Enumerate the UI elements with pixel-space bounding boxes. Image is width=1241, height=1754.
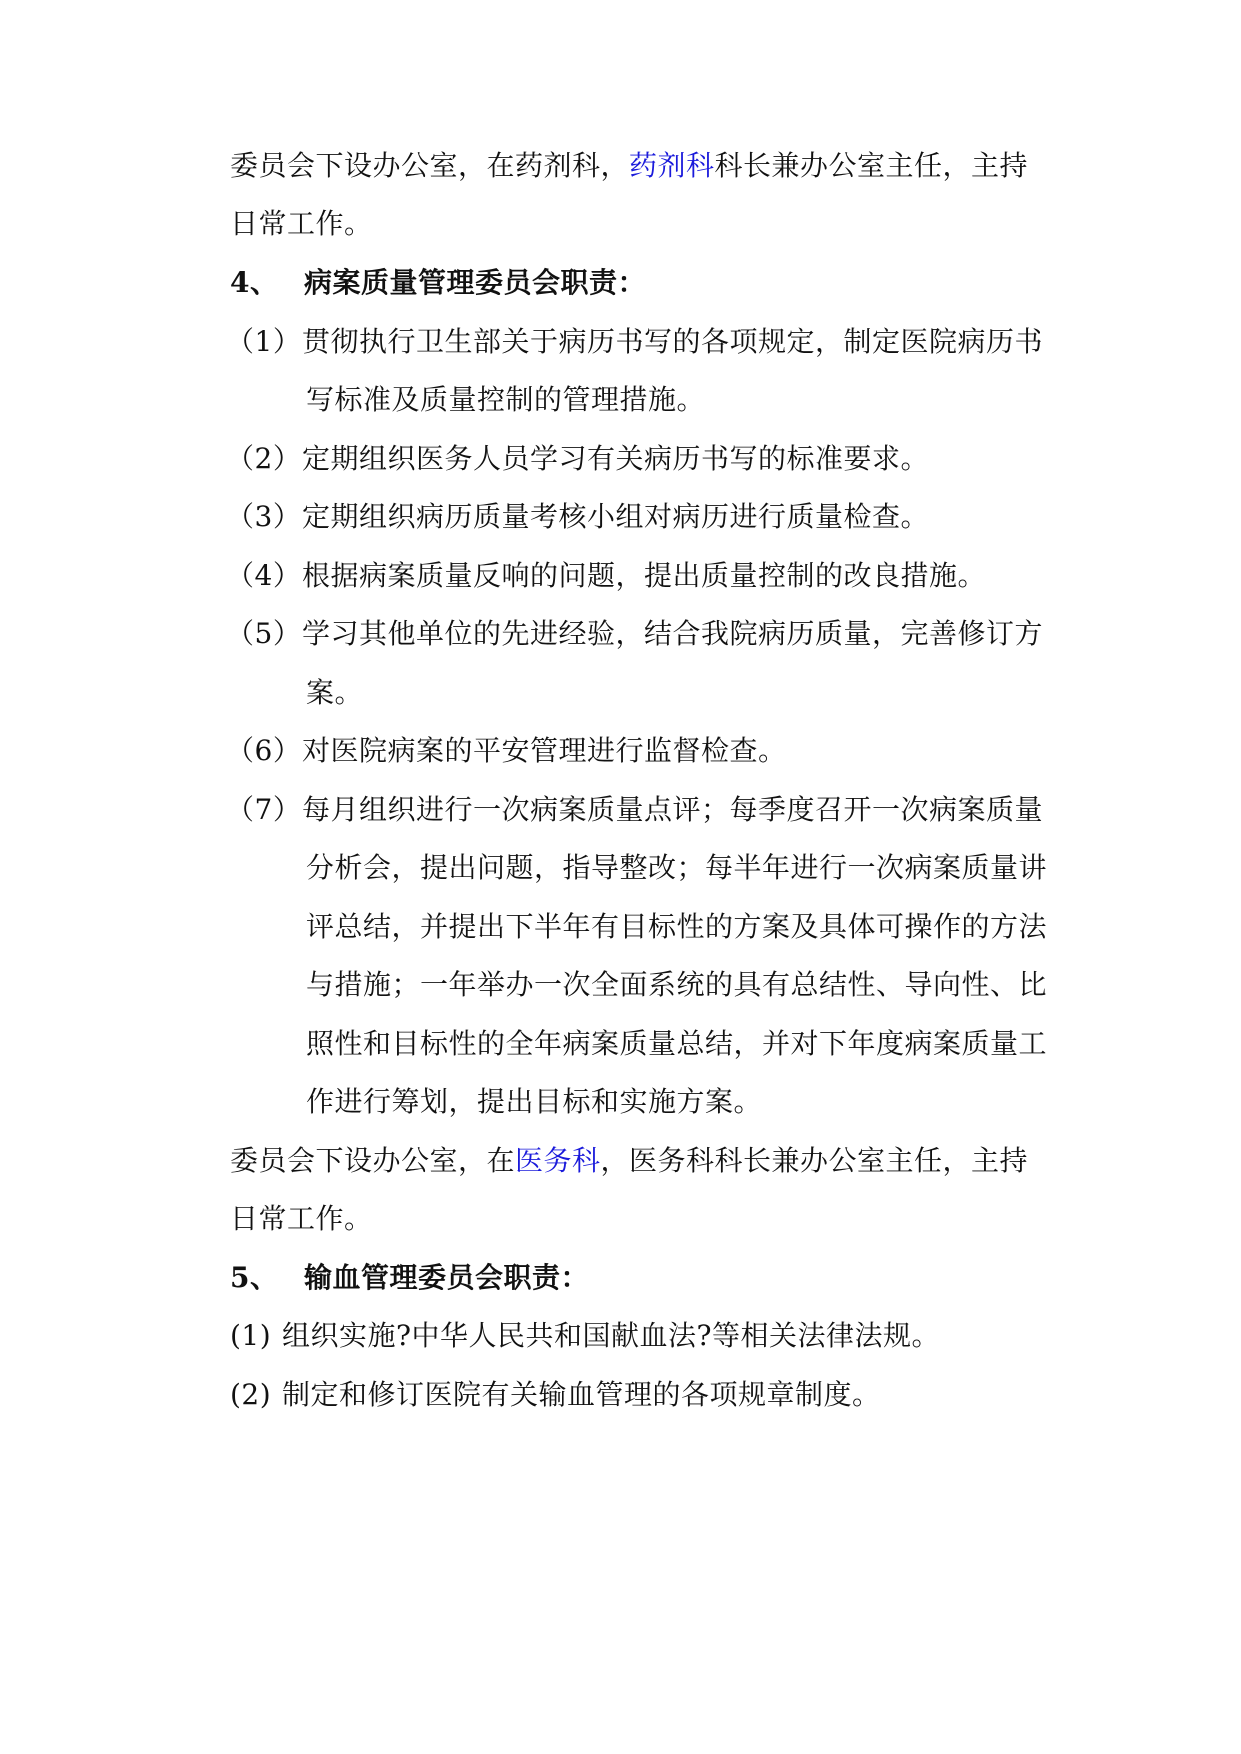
list-item-continuation: 评总结，并提出下半年有目标性的方案及具体可操作的方法 <box>306 910 1048 943</box>
list-item-continuation: 与措施；一年举办一次全面系统的具有总结性、导向性、比 <box>306 968 1048 1001</box>
medical-text-pre: 委员会下设办公室，在 <box>230 1144 516 1177</box>
list-item <box>226 731 787 771</box>
list-item-continuation: 分析会，提出问题，指导整改；每半年进行一次病案质量讲 <box>306 851 1048 884</box>
medical-affairs-link[interactable]: 医务科 <box>515 1144 601 1177</box>
item-text: 定期组织病历质量考核小组对病历进行质量检查。 <box>302 500 930 533</box>
section-5-number: 5、 <box>230 1261 279 1294</box>
medical-paragraph-line1 <box>230 1141 1028 1181</box>
pharmacy-text-post: 科长兼办公室主任，主持 <box>714 149 1029 182</box>
list-item <box>226 497 930 537</box>
item-text: 制定和修订医院有关输血管理的各项规章制度。 <box>282 1378 881 1411</box>
medical-paragraph-line2: 日常工作。 <box>230 1202 373 1235</box>
item-text: 每月组织进行一次病案质量点评；每季度召开一次病案质量 <box>302 793 1044 826</box>
item-number: （4） <box>226 559 302 592</box>
pharmacy-text-pre: 委员会下设办公室，在药剂科， <box>230 149 630 182</box>
list-item <box>226 439 930 479</box>
pharmacy-paragraph-line1 <box>230 146 1028 186</box>
list-item <box>230 1316 940 1356</box>
pharmacy-link[interactable]: 药剂科 <box>629 149 715 182</box>
item-number: （3） <box>226 500 302 533</box>
list-item <box>226 322 1044 362</box>
list-item-continuation: 照性和目标性的全年病案质量总结，并对下年度病案质量工 <box>306 1027 1048 1060</box>
section-4-title: 病案质量管理委员会职责： <box>304 266 647 299</box>
item-text: 组织实施?中华人民共和国献血法?等相关法律法规。 <box>282 1319 941 1352</box>
list-item <box>226 614 1044 654</box>
list-item <box>230 1375 881 1415</box>
item-text: 贯彻执行卫生部关于病历书写的各项规定，制定医院病历书 <box>302 325 1044 358</box>
medical-text-post: ，医务科科长兼办公室主任，主持 <box>600 1144 1029 1177</box>
list-item <box>226 556 987 596</box>
item-number: （1） <box>226 325 302 358</box>
item-number: （6） <box>226 734 302 767</box>
item-number: （7） <box>226 793 302 826</box>
item-number: （2） <box>226 442 302 475</box>
section-5-title: 输血管理委员会职责： <box>304 1261 590 1294</box>
item-text: 根据病案质量反响的问题，提出质量控制的改良措施。 <box>302 559 987 592</box>
item-number: (1) <box>230 1319 272 1352</box>
list-item-continuation: 案。 <box>306 676 364 709</box>
item-number: (2) <box>230 1378 272 1411</box>
item-text: 定期组织医务人员学习有关病历书写的标准要求。 <box>302 442 930 475</box>
list-item-continuation: 作进行筹划，提出目标和实施方案。 <box>306 1085 763 1118</box>
list-item-continuation: 写标准及质量控制的管理措施。 <box>306 383 706 416</box>
section-4-number: 4、 <box>230 266 279 299</box>
section-5-heading <box>230 1258 589 1298</box>
pharmacy-paragraph-line2: 日常工作。 <box>230 207 373 240</box>
item-text: 学习其他单位的先进经验，结合我院病历质量，完善修订方 <box>302 617 1044 650</box>
section-4-heading <box>230 263 646 303</box>
item-number: （5） <box>226 617 302 650</box>
list-item <box>226 790 1044 830</box>
item-text: 对医院病案的平安管理进行监督检查。 <box>302 734 787 767</box>
